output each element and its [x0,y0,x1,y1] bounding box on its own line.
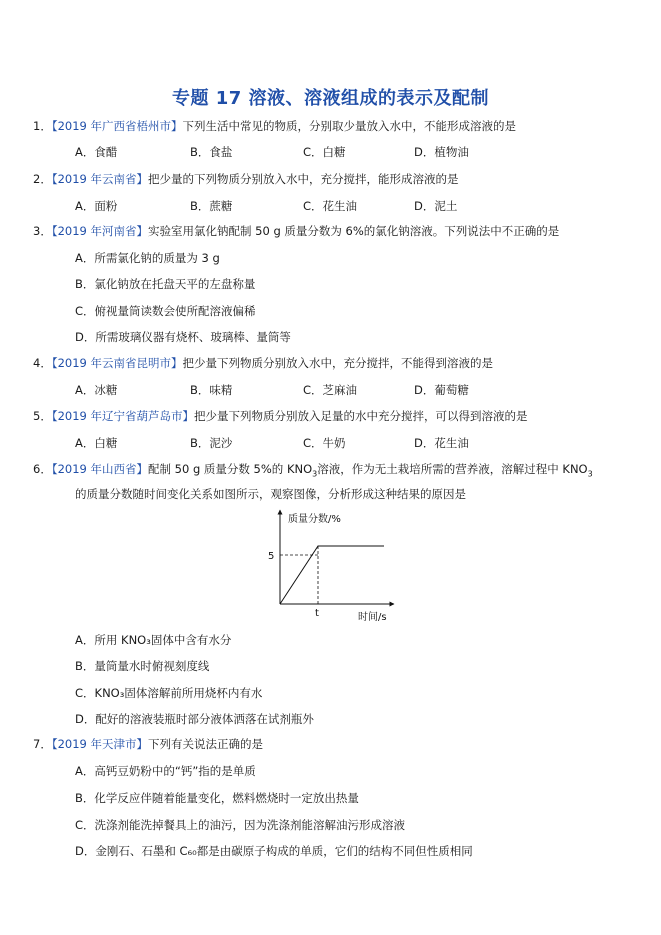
mass-fraction-chart [262,508,402,626]
option-c: C．花生油 [303,199,358,213]
question-source-tag: 【2019 年山西省】 [51,462,148,476]
option-b: B．味精 [190,383,233,397]
option-b: B．蔗糖 [190,199,233,213]
question-number: 5． [33,409,52,423]
option-a: A．食醋 [75,145,118,159]
question-2 [33,171,459,187]
subscript: 3 [587,469,593,479]
question-source-tag: 【2019 年云南省昆明市】 [51,356,183,370]
question-number: 3． [33,224,52,238]
question-number: 4． [33,356,52,370]
option-b: B．化学反应伴随着能量变化，燃料燃烧时一定放出热量 [75,791,359,805]
page-title: 专题 17 溶液、溶液组成的表示及配制 [171,88,490,109]
question-number: 2． [33,172,52,186]
question-7 [33,736,263,752]
option-c: C．KNO₃固体溶解前所用烧杯内有水 [75,686,263,700]
question-stem: 下列有关说法正确的是 [148,737,263,751]
option-c: C．白糖 [303,145,346,159]
option-b: B．氯化钠放在托盘天平的左盘称量 [75,277,256,291]
option-c: C．俯视量筒读数会使所配溶液偏稀 [75,304,256,318]
option-a: A．冰糖 [75,383,118,397]
question-number: 7． [33,737,52,751]
option-a: A．白糖 [75,436,118,450]
question-stem: 实验室用氯化钠配制 50 g 质量分数为 6%的氯化钠溶液。下列说法中不正确的是 [148,224,560,238]
question-1 [33,118,516,134]
question-stem-line2: 的质量分数随时间变化关系如图所示，观察图像，分析形成这种结果的原因是 [75,487,466,501]
question-source-tag: 【2019 年天津市】 [51,737,148,751]
x-axis-label: 时间/s [358,612,387,623]
option-c: C．牛奶 [303,436,346,450]
option-a: A．所用 KNO₃固体中含有水分 [75,633,232,647]
question-source-tag: 【2019 年河南省】 [51,224,148,238]
option-d: D．葡萄糖 [414,383,469,397]
option-b: B．食盐 [190,145,233,159]
option-a: A．所需氯化钠的质量为 3 g [75,251,220,265]
option-c: C．洗涤剂能洗掉餐具上的油污，因为洗涤剂能溶解油污形成溶液 [75,818,406,832]
question-source-tag: 【2019 年广西省梧州市】 [51,119,183,133]
question-3 [33,223,559,239]
question-number: 6． [33,462,52,476]
question-6 [33,461,593,482]
option-d: D．配好的溶液装瓶时部分液体洒落在试剂瓶外 [75,712,314,726]
question-stem: 下列生活中常见的物质，分别取少量放入水中，不能形成溶液的是 [182,119,516,133]
question-stem: 把少量下列物质分别放入水中，充分搅拌，不能得到溶液的是 [182,356,493,370]
option-d: D．所需玻璃仪器有烧杯、玻璃棒、量筒等 [75,330,291,344]
question-stem: 把少量下列物质分别放入足量的水中充分搅拌，可以得到溶液的是 [194,409,528,423]
option-b: B．泥沙 [190,436,233,450]
option-d: D．花生油 [414,436,469,450]
option-c: C．芝麻油 [303,383,358,397]
question-5 [33,408,528,424]
option-b: B．量筒量水时俯视刻度线 [75,659,210,673]
option-a: A．面粉 [75,199,118,213]
question-4 [33,355,493,371]
question-source-tag: 【2019 年云南省】 [51,172,148,186]
y-axis-label: 质量分数/% [288,514,341,525]
question-stem-part: 配制 50 g 质量分数 5%的 KNO [148,462,313,476]
option-d: D．植物油 [414,145,469,159]
option-d: D．金刚石、石墨和 C₆₀都是由碳原子构成的单质，它们的结构不同但性质相同 [75,844,473,858]
x-tick-label: t [315,608,319,619]
subscript: 3 [312,469,318,479]
y-tick-label: 5 [268,551,275,562]
question-stem: 把少量的下列物质分别放入水中，充分搅拌，能形成溶液的是 [148,172,459,186]
option-a: A．高钙豆奶粉中的“钙”指的是单质 [75,764,256,778]
option-d: D．泥土 [414,199,458,213]
question-source-tag: 【2019 年辽宁省葫芦岛市】 [51,409,194,423]
question-stem-part: 溶液，作为无土栽培所需的营养液，溶解过程中 KNO [317,462,588,476]
question-number: 1． [33,119,52,133]
